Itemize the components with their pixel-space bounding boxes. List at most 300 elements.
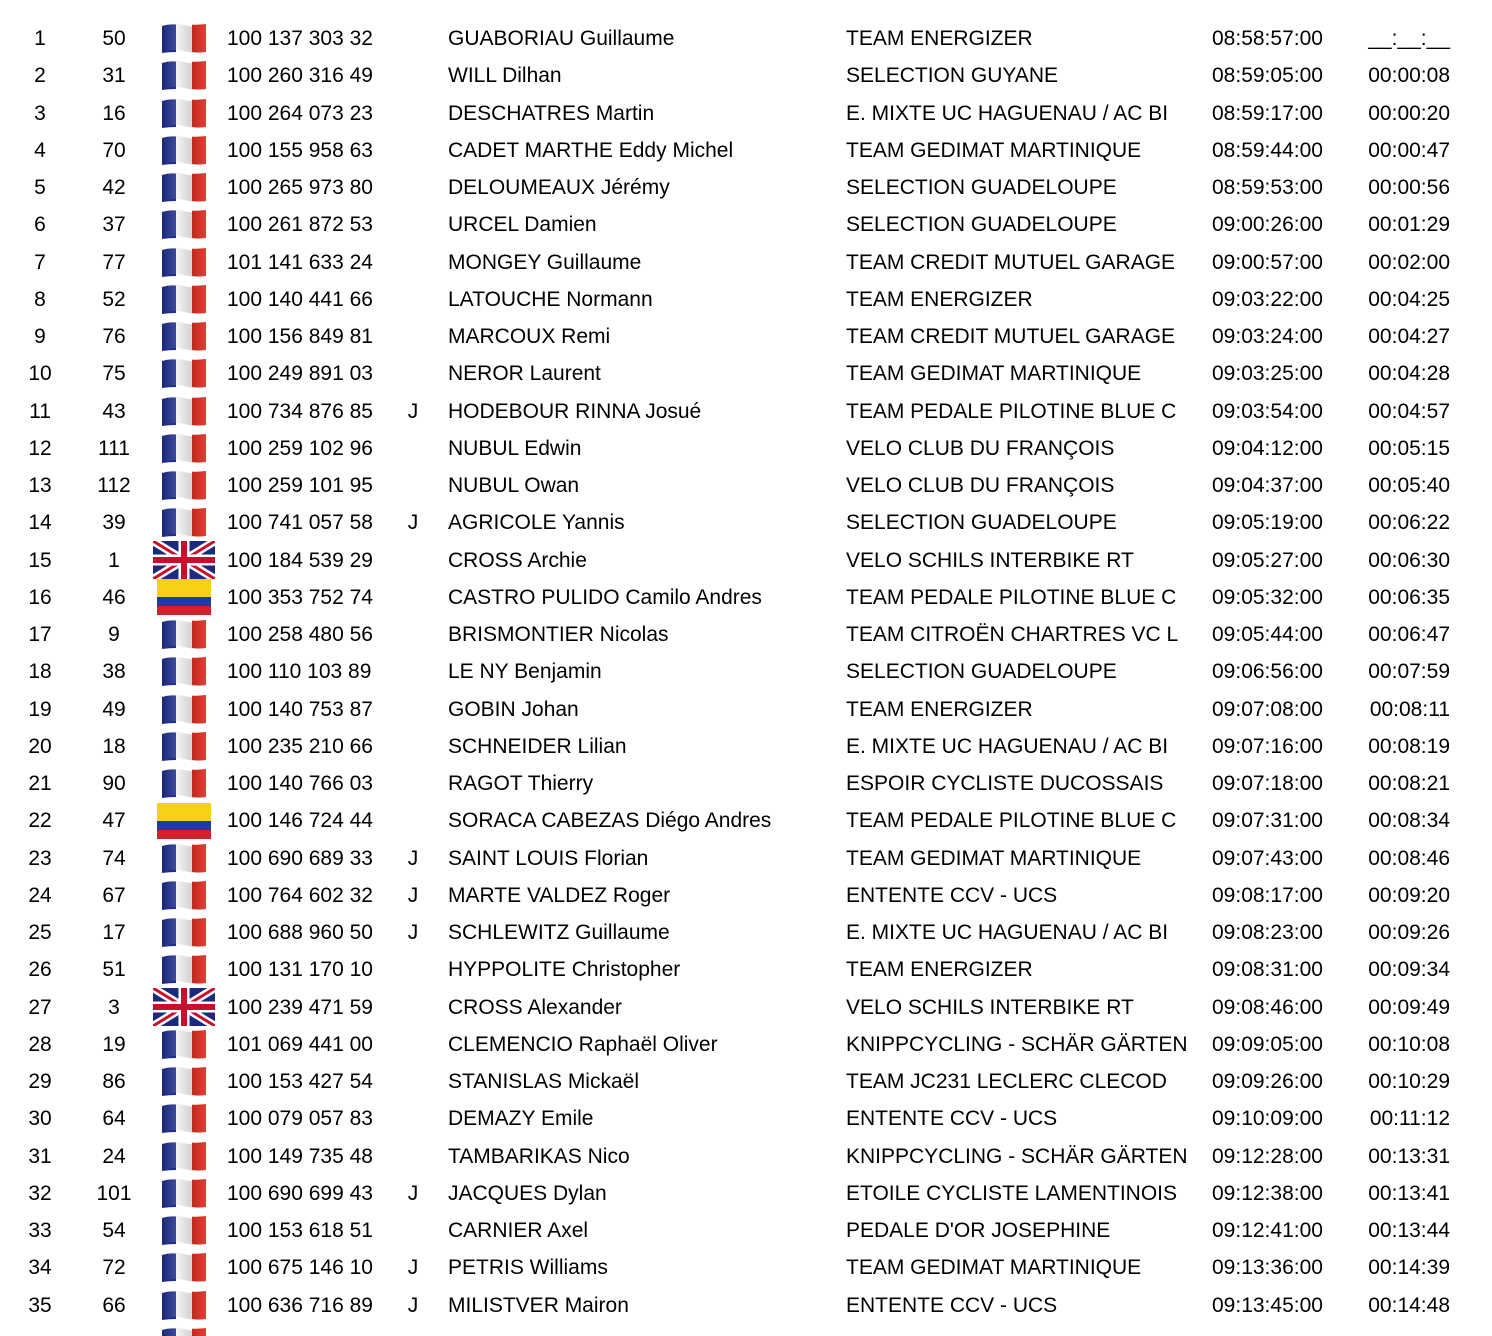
flag-fr-icon bbox=[153, 357, 215, 390]
bib-cell: 66 bbox=[102, 1293, 126, 1317]
bib-cell: 24 bbox=[102, 1144, 126, 1168]
team-cell: E. MIXTE UC HAGUENAU / AC BI bbox=[846, 921, 1169, 944]
time-cell: 09:10:09:00 bbox=[1212, 1107, 1323, 1131]
rider-name-cell: NEROR Laurent bbox=[448, 362, 601, 386]
time-cell: 09:00:26:00 bbox=[1212, 213, 1323, 237]
gap-cell: 00:06:47 bbox=[1368, 623, 1450, 646]
table-row bbox=[0, 653, 1492, 690]
time-cell: 09:13:45:00 bbox=[1212, 1293, 1323, 1317]
table-row bbox=[0, 95, 1492, 132]
gap-cell: 00:09:26 bbox=[1368, 921, 1450, 944]
rank-cell: 1 bbox=[34, 27, 46, 50]
flag-fr-icon bbox=[153, 22, 215, 55]
flag-fr-icon bbox=[153, 1214, 215, 1247]
table-row bbox=[0, 1249, 1492, 1286]
table-row bbox=[0, 57, 1492, 94]
partial-flag-fr-icon bbox=[160, 1326, 208, 1336]
rider-name-cell: CLEMENCIO Raphaël Oliver bbox=[448, 1032, 718, 1056]
team-cell: SELECTION GUADELOUPE bbox=[846, 511, 1117, 535]
flag-fr-icon bbox=[153, 618, 215, 651]
flag-fr-icon bbox=[153, 1028, 215, 1061]
team-cell: TEAM GEDIMAT MARTINIQUE bbox=[846, 362, 1142, 386]
time-cell: 09:09:05:00 bbox=[1212, 1032, 1323, 1056]
team-cell: ENTENTE CCV - UCS bbox=[846, 1293, 1058, 1317]
rank-cell: 20 bbox=[28, 734, 52, 758]
gap-cell: 00:00:08 bbox=[1368, 64, 1450, 88]
flag-fr-icon bbox=[153, 432, 215, 465]
rider-name-cell: MONGEY Guillaume bbox=[448, 250, 642, 274]
time-cell: 09:07:08:00 bbox=[1212, 697, 1323, 721]
time-cell: 08:59:44:00 bbox=[1212, 138, 1323, 162]
uci-id-cell: 101 141 633 24 bbox=[227, 250, 373, 274]
gap-cell: 00:08:19 bbox=[1368, 734, 1450, 758]
flag-fr-icon bbox=[153, 171, 215, 204]
gap-cell: 00:00:56 bbox=[1368, 176, 1450, 199]
time-cell: 09:12:41:00 bbox=[1212, 1219, 1323, 1242]
gap-cell: 00:08:21 bbox=[1368, 772, 1450, 795]
rank-cell: 28 bbox=[28, 1032, 52, 1056]
table-row bbox=[0, 1100, 1492, 1137]
time-cell: 09:04:12:00 bbox=[1212, 436, 1323, 460]
flag-fr-icon bbox=[153, 208, 215, 241]
rank-cell: 6 bbox=[34, 213, 46, 237]
rider-name-cell: GOBIN Johan bbox=[448, 697, 579, 721]
team-cell: SELECTION GUADELOUPE bbox=[846, 660, 1117, 684]
table-row bbox=[0, 430, 1492, 467]
flag-fr-icon bbox=[153, 655, 215, 688]
flag-fr-icon bbox=[153, 916, 215, 949]
rank-cell: 5 bbox=[34, 176, 46, 199]
table-row bbox=[0, 1138, 1492, 1175]
rider-name-cell: LE NY Benjamin bbox=[448, 660, 602, 684]
gap-cell: 00:14:48 bbox=[1368, 1293, 1450, 1317]
uci-id-cell: 100 734 876 85 bbox=[227, 399, 373, 423]
uci-id-cell: 100 239 471 59 bbox=[227, 995, 373, 1019]
gap-cell: 00:09:20 bbox=[1368, 883, 1450, 907]
gap-cell: 00:06:35 bbox=[1368, 585, 1450, 609]
uci-id-cell: 100 140 753 87 bbox=[227, 697, 373, 721]
gap-cell: 00:04:57 bbox=[1368, 399, 1450, 423]
time-cell: 09:03:24:00 bbox=[1212, 325, 1323, 348]
time-cell: 09:04:37:00 bbox=[1212, 474, 1323, 497]
bib-cell: 17 bbox=[102, 921, 126, 944]
flag-fr-icon bbox=[153, 283, 215, 316]
time-cell: 09:07:16:00 bbox=[1212, 734, 1323, 758]
team-cell: TEAM PEDALE PILOTINE BLUE C bbox=[846, 399, 1177, 423]
time-cell: 09:03:54:00 bbox=[1212, 399, 1323, 423]
uci-id-cell: 100 137 303 32 bbox=[227, 27, 373, 50]
bib-cell: 72 bbox=[102, 1256, 126, 1280]
time-cell: 09:12:38:00 bbox=[1212, 1181, 1323, 1205]
team-cell: VELO CLUB DU FRANÇOIS bbox=[846, 436, 1115, 460]
gap-cell: 00:08:34 bbox=[1368, 809, 1450, 833]
rider-name-cell: DESCHATRES Martin bbox=[448, 101, 655, 125]
rider-name-cell: MARCOUX Remi bbox=[448, 325, 611, 348]
flag-fr-icon bbox=[153, 693, 215, 726]
rider-name-cell: CROSS Archie bbox=[448, 548, 587, 572]
rank-cell: 18 bbox=[28, 660, 52, 684]
rider-name-cell: MILISTVER Mairon bbox=[448, 1293, 629, 1317]
table-row bbox=[0, 281, 1492, 318]
flag-gb-icon bbox=[153, 991, 215, 1024]
gap-cell: 00:11:12 bbox=[1369, 1107, 1450, 1131]
gap-cell: 00:00:20 bbox=[1368, 101, 1450, 125]
bib-cell: 90 bbox=[102, 772, 126, 795]
team-cell: KNIPPCYCLING - SCHÄR GÄRTEN bbox=[846, 1032, 1188, 1056]
team-cell: TEAM CREDIT MUTUEL GARAGE bbox=[846, 250, 1176, 274]
rank-cell: 12 bbox=[28, 436, 52, 460]
flag-fr-icon bbox=[153, 134, 215, 167]
rider-name-cell: HODEBOUR RINNA Josué bbox=[448, 399, 702, 423]
uci-id-cell: 101 069 441 00 bbox=[227, 1032, 373, 1056]
bib-cell: 16 bbox=[102, 101, 126, 125]
time-cell: 09:06:56:00 bbox=[1212, 660, 1323, 684]
bib-cell: 75 bbox=[102, 362, 126, 386]
bib-cell: 3 bbox=[108, 995, 120, 1019]
rank-cell: 26 bbox=[28, 958, 52, 982]
uci-id-cell: 100 688 960 50 bbox=[227, 921, 373, 944]
team-cell: TEAM GEDIMAT MARTINIQUE bbox=[846, 846, 1142, 870]
team-cell: VELO SCHILS INTERBIKE RT bbox=[846, 995, 1134, 1019]
category-cell: J bbox=[407, 399, 419, 423]
flag-fr-icon bbox=[153, 395, 215, 428]
bib-cell: 64 bbox=[102, 1107, 126, 1131]
uci-id-cell: 100 265 973 80 bbox=[227, 176, 373, 199]
rank-cell: 7 bbox=[34, 250, 46, 274]
table-row bbox=[0, 989, 1492, 1026]
rider-name-cell: CARNIER Axel bbox=[448, 1219, 589, 1242]
team-cell: VELO CLUB DU FRANÇOIS bbox=[846, 474, 1115, 497]
rank-cell: 21 bbox=[28, 772, 52, 795]
team-cell: TEAM ENERGIZER bbox=[846, 27, 1033, 50]
rider-name-cell: SCHLEWITZ Guillaume bbox=[448, 921, 670, 944]
gap-cell: 00:04:25 bbox=[1368, 287, 1450, 311]
team-cell: TEAM JC231 LECLERC CLECOD bbox=[846, 1070, 1167, 1093]
time-cell: 09:07:31:00 bbox=[1212, 809, 1323, 833]
rank-cell: 31 bbox=[28, 1144, 52, 1168]
uci-id-cell: 100 259 102 96 bbox=[227, 436, 373, 460]
uci-id-cell: 100 131 170 10 bbox=[227, 958, 373, 982]
uci-id-cell: 100 155 958 63 bbox=[227, 138, 373, 162]
gap-cell: 00:13:31 bbox=[1368, 1144, 1450, 1168]
rider-name-cell: BRISMONTIER Nicolas bbox=[448, 623, 669, 646]
table-row bbox=[0, 355, 1492, 392]
bib-cell: 111 bbox=[98, 436, 130, 460]
bib-cell: 39 bbox=[102, 511, 126, 535]
time-cell: 08:58:57:00 bbox=[1212, 27, 1323, 50]
category-cell: J bbox=[407, 1181, 419, 1205]
gap-cell: 00:02:00 bbox=[1368, 250, 1450, 274]
rider-name-cell: TAMBARIKAS Nico bbox=[448, 1144, 630, 1168]
table-row bbox=[0, 169, 1492, 206]
team-cell: SELECTION GUADELOUPE bbox=[846, 213, 1117, 237]
gap-cell: 00:10:29 bbox=[1368, 1070, 1450, 1093]
team-cell: PEDALE D'OR JOSEPHINE bbox=[846, 1219, 1111, 1242]
gap-cell: 00:08:11 bbox=[1369, 697, 1450, 721]
rank-cell: 34 bbox=[28, 1256, 52, 1280]
team-cell: SELECTION GUADELOUPE bbox=[846, 176, 1117, 199]
time-cell: 09:05:44:00 bbox=[1212, 623, 1323, 646]
team-cell: VELO SCHILS INTERBIKE RT bbox=[846, 548, 1134, 572]
uci-id-cell: 100 235 210 66 bbox=[227, 734, 373, 758]
bib-cell: 9 bbox=[108, 623, 120, 646]
uci-id-cell: 100 741 057 58 bbox=[227, 511, 373, 535]
team-cell: TEAM ENERGIZER bbox=[846, 958, 1033, 982]
rider-name-cell: WILL Dilhan bbox=[448, 64, 562, 88]
flag-fr-icon bbox=[153, 1102, 215, 1135]
flag-fr-icon bbox=[153, 1289, 215, 1322]
flag-fr-icon bbox=[153, 842, 215, 875]
uci-id-cell: 100 353 752 74 bbox=[227, 585, 373, 609]
team-cell: E. MIXTE UC HAGUENAU / AC BI bbox=[846, 734, 1169, 758]
gap-cell: 00:13:44 bbox=[1368, 1219, 1450, 1242]
rider-name-cell: GUABORIAU Guillaume bbox=[448, 27, 675, 50]
rank-cell: 13 bbox=[28, 474, 52, 497]
team-cell: TEAM PEDALE PILOTINE BLUE C bbox=[846, 809, 1177, 833]
gap-cell: 00:05:40 bbox=[1368, 474, 1450, 497]
uci-id-cell: 100 690 689 33 bbox=[227, 846, 373, 870]
team-cell: TEAM CREDIT MUTUEL GARAGE bbox=[846, 325, 1176, 348]
rider-name-cell: STANISLAS Mickaël bbox=[448, 1070, 639, 1093]
table-row bbox=[0, 616, 1492, 653]
bib-cell: 74 bbox=[102, 846, 126, 870]
uci-id-cell: 100 156 849 81 bbox=[227, 325, 373, 348]
flag-fr-icon bbox=[153, 953, 215, 986]
time-cell: 09:03:22:00 bbox=[1212, 287, 1323, 311]
uci-id-cell: 100 675 146 10 bbox=[227, 1256, 373, 1280]
bib-cell: 76 bbox=[102, 325, 126, 348]
bib-cell: 51 bbox=[102, 958, 126, 982]
team-cell: ESPOIR CYCLISTE DUCOSSAIS bbox=[846, 772, 1164, 795]
rank-cell: 24 bbox=[28, 883, 52, 907]
category-cell: J bbox=[407, 511, 419, 535]
rider-name-cell: SCHNEIDER Lilian bbox=[448, 734, 627, 758]
uci-id-cell: 100 149 735 48 bbox=[227, 1144, 373, 1168]
category-cell: J bbox=[407, 921, 419, 944]
table-row bbox=[0, 951, 1492, 988]
rider-name-cell: CASTRO PULIDO Camilo Andres bbox=[448, 585, 762, 609]
table-row bbox=[0, 765, 1492, 802]
table-row bbox=[0, 244, 1492, 281]
flag-gb-icon bbox=[153, 544, 215, 577]
rank-cell: 19 bbox=[28, 697, 52, 721]
uci-id-cell: 100 636 716 89 bbox=[227, 1293, 373, 1317]
team-cell: TEAM GEDIMAT MARTINIQUE bbox=[846, 1256, 1142, 1280]
uci-id-cell: 100 140 766 03 bbox=[227, 772, 373, 795]
rider-name-cell: AGRICOLE Yannis bbox=[448, 511, 625, 535]
time-cell: 09:07:18:00 bbox=[1212, 772, 1323, 795]
uci-id-cell: 100 153 618 51 bbox=[227, 1219, 373, 1242]
bib-cell: 47 bbox=[102, 809, 126, 833]
table-row bbox=[0, 318, 1492, 355]
time-cell: 09:03:25:00 bbox=[1212, 362, 1323, 386]
table-row bbox=[0, 579, 1492, 616]
flag-fr-icon bbox=[153, 469, 215, 502]
category-cell: J bbox=[407, 1293, 419, 1317]
gap-cell: 00:10:08 bbox=[1368, 1032, 1450, 1056]
team-cell: ENTENTE CCV - UCS bbox=[846, 1107, 1058, 1131]
team-cell: ENTENTE CCV - UCS bbox=[846, 883, 1058, 907]
table-row bbox=[0, 877, 1492, 914]
bib-cell: 77 bbox=[102, 250, 126, 274]
table-row bbox=[0, 802, 1492, 839]
flag-fr-icon bbox=[153, 506, 215, 539]
rider-name-cell: PETRIS Williams bbox=[448, 1256, 608, 1280]
time-cell: 09:08:31:00 bbox=[1212, 958, 1323, 982]
uci-id-cell: 100 264 073 23 bbox=[227, 101, 373, 125]
table-row bbox=[0, 914, 1492, 951]
team-cell: E. MIXTE UC HAGUENAU / AC BI bbox=[846, 101, 1169, 125]
rider-name-cell: SAINT LOUIS Florian bbox=[448, 846, 649, 870]
gap-cell: 00:14:39 bbox=[1368, 1256, 1450, 1280]
rank-cell: 33 bbox=[28, 1219, 52, 1242]
bib-cell: 42 bbox=[102, 176, 126, 199]
flag-fr-icon bbox=[153, 730, 215, 763]
flag-fr-icon bbox=[153, 1177, 215, 1210]
time-cell: 08:59:05:00 bbox=[1212, 64, 1323, 88]
time-cell: 09:07:43:00 bbox=[1212, 846, 1323, 870]
rank-cell: 17 bbox=[28, 623, 52, 646]
bib-cell: 50 bbox=[102, 27, 126, 50]
gap-cell: 00:05:15 bbox=[1368, 436, 1450, 460]
rider-name-cell: NUBUL Edwin bbox=[448, 436, 582, 460]
flag-fr-icon bbox=[153, 1251, 215, 1284]
table-row bbox=[0, 691, 1492, 728]
uci-id-cell: 100 184 539 29 bbox=[227, 548, 373, 572]
rank-cell: 29 bbox=[28, 1070, 52, 1093]
rider-name-cell: SORACA CABEZAS Diégo Andres bbox=[448, 809, 772, 833]
team-cell: SELECTION GUYANE bbox=[846, 64, 1058, 88]
category-cell: J bbox=[407, 1256, 419, 1280]
table-row bbox=[0, 393, 1492, 430]
table-row bbox=[0, 840, 1492, 877]
bib-cell: 46 bbox=[102, 585, 126, 609]
table-row bbox=[0, 132, 1492, 169]
time-cell: 09:08:23:00 bbox=[1212, 921, 1323, 944]
rider-name-cell: RAGOT Thierry bbox=[448, 772, 594, 795]
gap-cell: 00:00:47 bbox=[1368, 138, 1450, 162]
flag-fr-icon bbox=[153, 320, 215, 353]
table-row bbox=[0, 206, 1492, 243]
time-cell: 09:00:57:00 bbox=[1212, 250, 1323, 274]
rank-cell: 2 bbox=[34, 64, 46, 88]
rank-cell: 3 bbox=[34, 101, 46, 125]
uci-id-cell: 100 140 441 66 bbox=[227, 287, 373, 311]
rank-cell: 8 bbox=[34, 287, 46, 311]
table-row bbox=[0, 1287, 1492, 1324]
uci-id-cell: 100 764 602 32 bbox=[227, 883, 373, 907]
team-cell: TEAM ENERGIZER bbox=[846, 287, 1033, 311]
rider-name-cell: JACQUES Dylan bbox=[448, 1181, 607, 1205]
table-row bbox=[0, 20, 1492, 57]
rider-name-cell: LATOUCHE Normann bbox=[448, 287, 653, 311]
bib-cell: 18 bbox=[102, 734, 126, 758]
rank-cell: 15 bbox=[28, 548, 52, 572]
bib-cell: 1 bbox=[108, 548, 120, 572]
rank-cell: 23 bbox=[28, 846, 52, 870]
team-cell: ETOILE CYCLISTE LAMENTINOIS bbox=[846, 1181, 1178, 1205]
gap-cell: 00:01:29 bbox=[1368, 213, 1450, 237]
table-row bbox=[0, 542, 1492, 579]
rank-cell: 22 bbox=[28, 809, 52, 833]
bib-cell: 101 bbox=[96, 1181, 132, 1205]
rider-name-cell: HYPPOLITE Christopher bbox=[448, 958, 681, 982]
gap-cell: 00:06:22 bbox=[1368, 511, 1450, 535]
bib-cell: 37 bbox=[102, 213, 126, 237]
uci-id-cell: 100 110 103 89 bbox=[227, 660, 372, 684]
table-row bbox=[0, 1063, 1492, 1100]
bib-cell: 43 bbox=[102, 399, 126, 423]
rank-cell: 27 bbox=[28, 995, 52, 1019]
uci-id-cell: 100 261 872 53 bbox=[227, 213, 373, 237]
gap-cell: 00:09:49 bbox=[1368, 995, 1450, 1019]
results-table bbox=[0, 20, 1492, 1324]
rank-cell: 32 bbox=[28, 1181, 52, 1205]
flag-fr-icon bbox=[153, 879, 215, 912]
uci-id-cell: 100 153 427 54 bbox=[227, 1070, 373, 1093]
time-cell: 09:05:19:00 bbox=[1212, 511, 1323, 535]
time-cell: 09:12:28:00 bbox=[1212, 1144, 1323, 1168]
gap-cell: 00:04:28 bbox=[1368, 362, 1450, 386]
table-row bbox=[0, 1175, 1492, 1212]
time-cell: 09:08:46:00 bbox=[1212, 995, 1323, 1019]
table-row bbox=[0, 504, 1492, 541]
time-cell: 09:05:27:00 bbox=[1212, 548, 1323, 572]
uci-id-cell: 100 079 057 83 bbox=[227, 1107, 373, 1131]
rank-cell: 10 bbox=[28, 362, 52, 386]
bib-cell: 19 bbox=[102, 1032, 126, 1056]
bib-cell: 112 bbox=[97, 474, 131, 497]
table-row bbox=[0, 1212, 1492, 1249]
category-cell: J bbox=[407, 846, 419, 870]
gap-cell: 00:07:59 bbox=[1368, 660, 1450, 684]
rank-cell: 11 bbox=[29, 399, 51, 423]
bib-cell: 52 bbox=[102, 287, 126, 311]
flag-fr-icon bbox=[153, 59, 215, 92]
time-cell: 09:09:26:00 bbox=[1212, 1070, 1323, 1093]
category-cell: J bbox=[407, 883, 419, 907]
gap-cell: __:__:__ bbox=[1368, 27, 1450, 50]
time-cell: 08:59:17:00 bbox=[1212, 101, 1323, 125]
flag-fr-icon bbox=[153, 1065, 215, 1098]
flag-co-icon bbox=[153, 804, 215, 837]
table-row bbox=[0, 1026, 1492, 1063]
gap-cell: 00:04:27 bbox=[1368, 325, 1450, 348]
team-cell: TEAM PEDALE PILOTINE BLUE C bbox=[846, 585, 1177, 609]
flag-fr-icon bbox=[153, 246, 215, 279]
uci-id-cell: 100 249 891 03 bbox=[227, 362, 373, 386]
bib-cell: 86 bbox=[102, 1070, 126, 1093]
flag-fr-icon bbox=[153, 1140, 215, 1173]
bib-cell: 38 bbox=[102, 660, 126, 684]
rider-name-cell: CROSS Alexander bbox=[448, 995, 622, 1019]
gap-cell: 00:08:46 bbox=[1368, 846, 1450, 870]
team-cell: TEAM CITROËN CHARTRES VC L bbox=[846, 623, 1179, 646]
rider-name-cell: MARTE VALDEZ Roger bbox=[448, 883, 671, 907]
uci-id-cell: 100 260 316 49 bbox=[227, 64, 373, 88]
time-cell: 09:05:32:00 bbox=[1212, 585, 1323, 609]
rider-name-cell: DELOUMEAUX Jérémy bbox=[448, 176, 670, 199]
gap-cell: 00:06:30 bbox=[1368, 548, 1450, 572]
gap-cell: 00:13:41 bbox=[1368, 1181, 1450, 1205]
time-cell: 09:08:17:00 bbox=[1212, 883, 1323, 907]
rider-name-cell: DEMAZY Emile bbox=[448, 1107, 594, 1131]
rank-cell: 14 bbox=[28, 511, 52, 535]
uci-id-cell: 100 146 724 44 bbox=[227, 809, 373, 833]
bib-cell: 49 bbox=[102, 697, 126, 721]
flag-fr-icon bbox=[153, 97, 215, 130]
team-cell: KNIPPCYCLING - SCHÄR GÄRTEN bbox=[846, 1144, 1188, 1168]
